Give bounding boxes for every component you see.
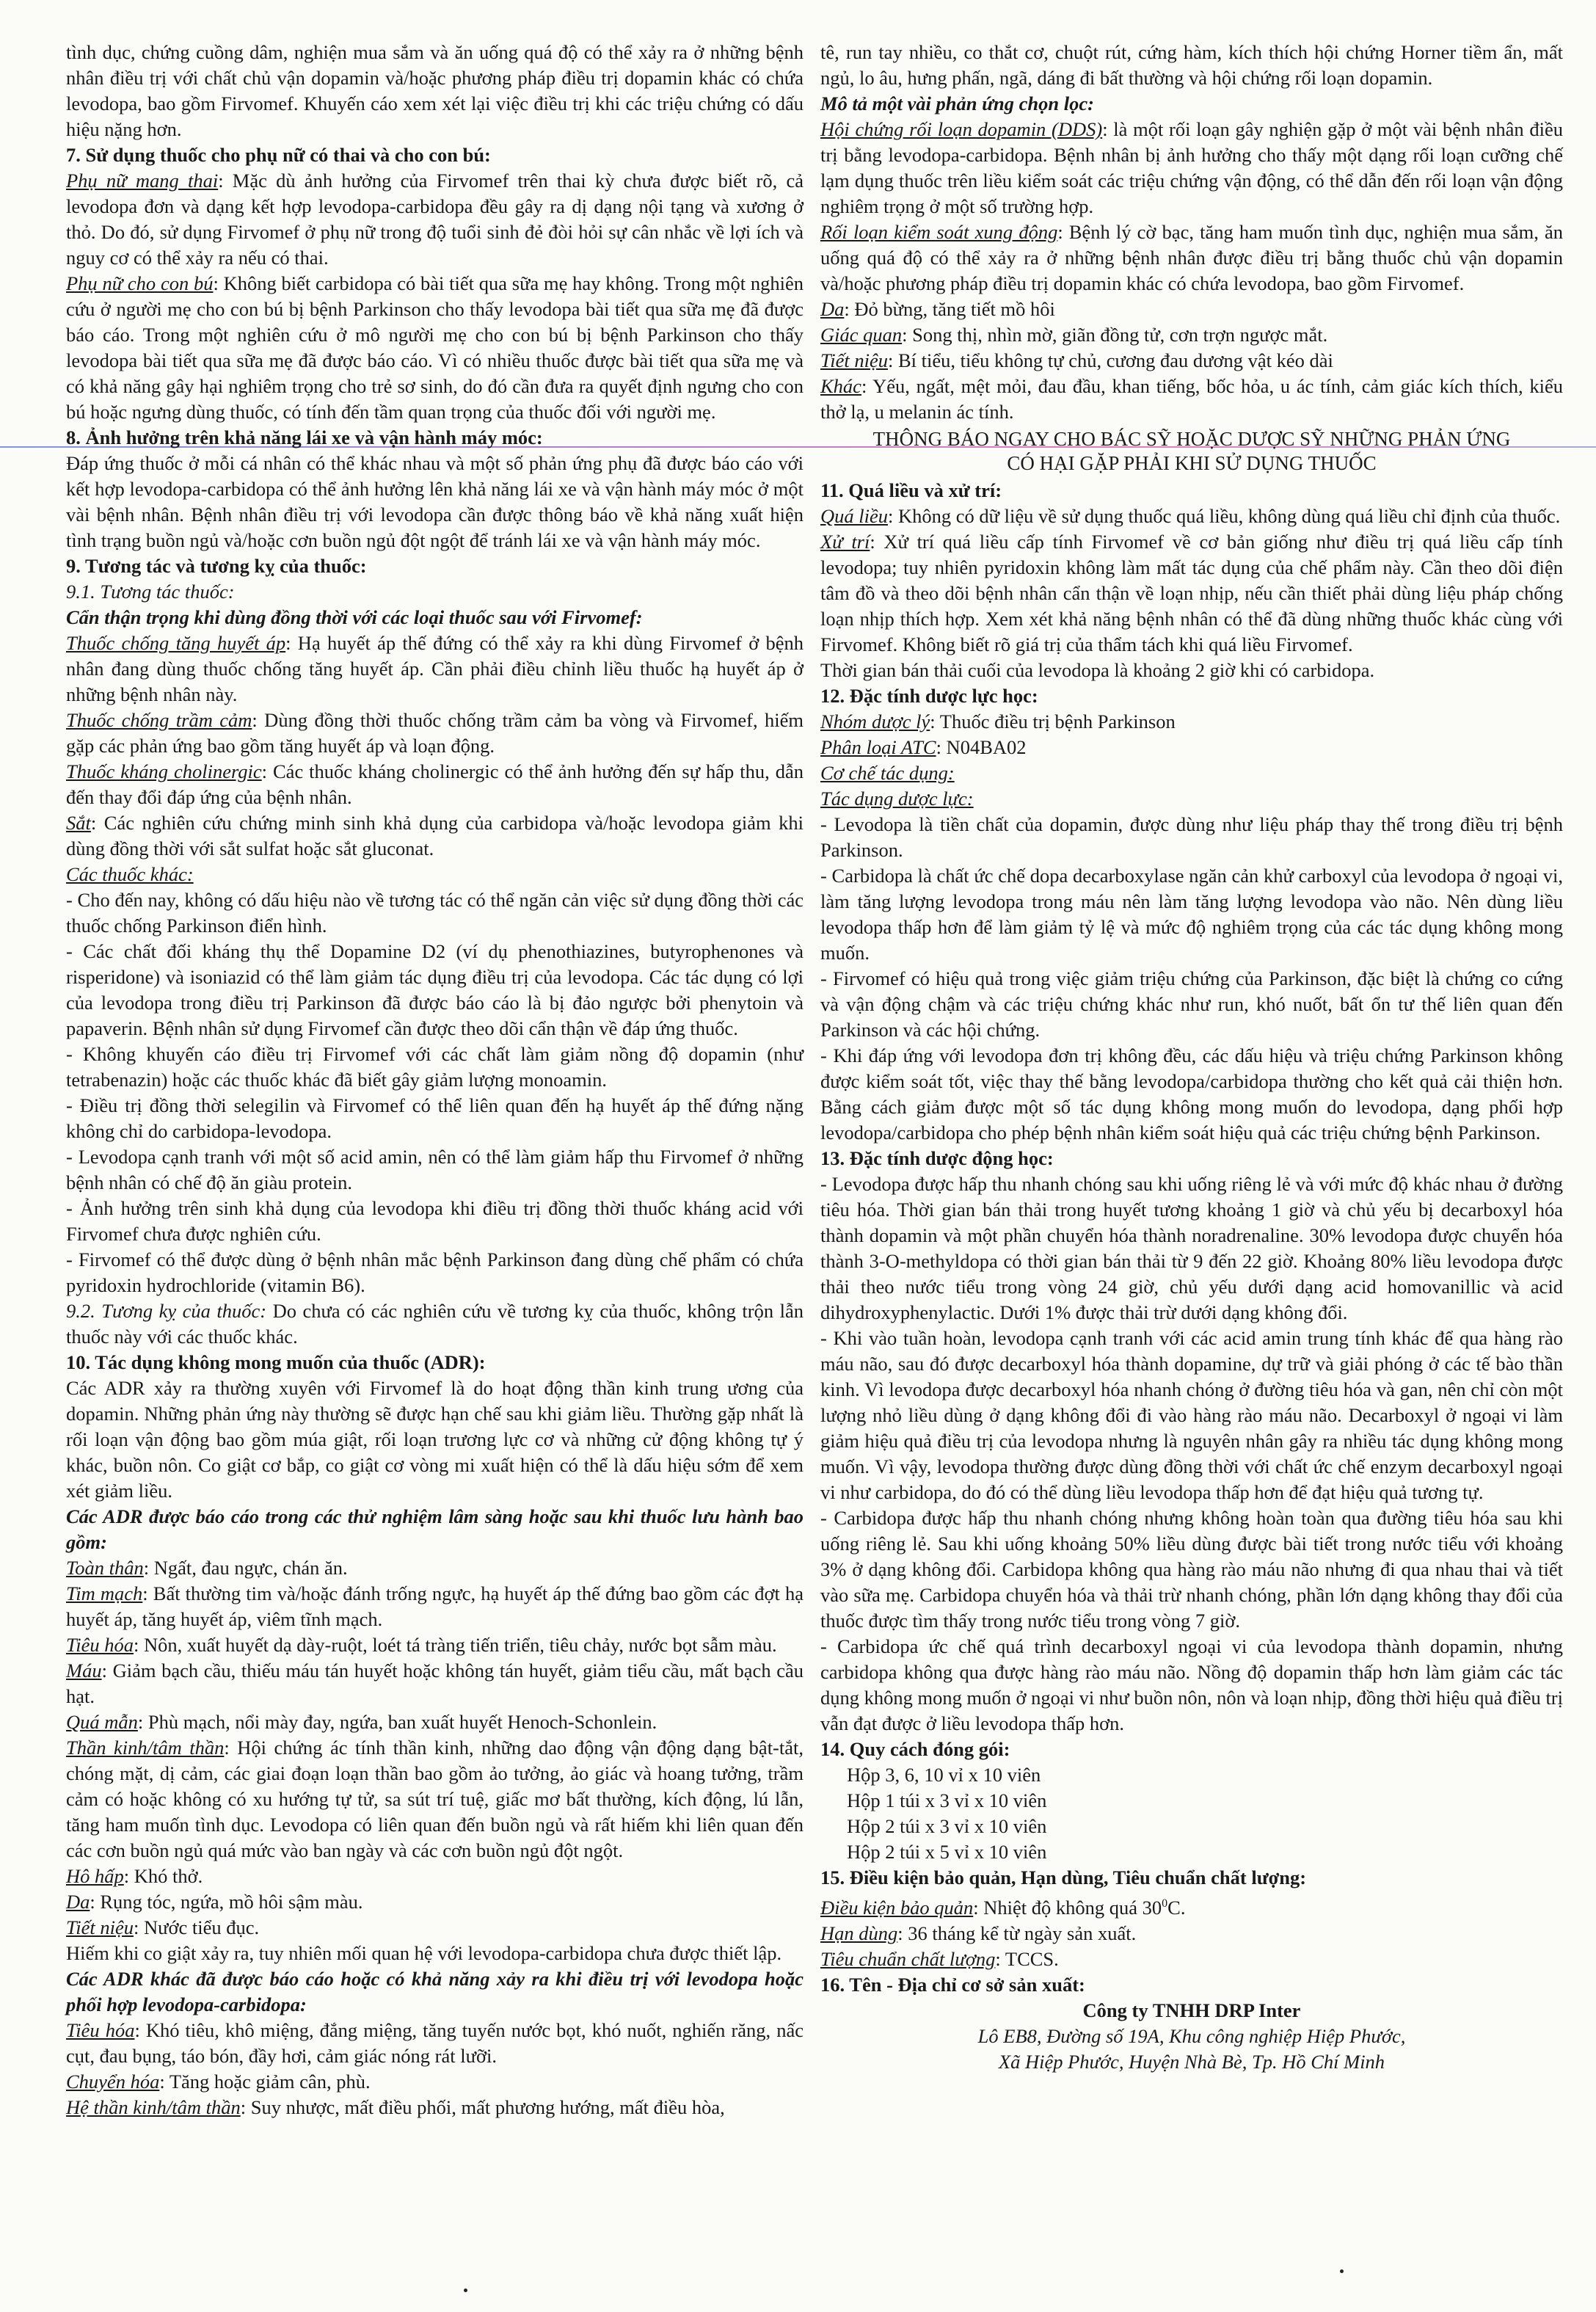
list-item: Hệ thần kinh/tâm thần: Suy nhược, mất điều phối, mất phương hướng, mất điều hòa,	[66, 2096, 725, 2118]
list-item: Tiết niệu: Nước tiểu đục.	[66, 1916, 260, 1938]
right-column	[820, 40, 1563, 2075]
paragraph: Rối loạn kiểm soát xung động: Bệnh lý cờ bạc, tăng ham muốn tình dục, nghiện mua sắm, ăn uống quá độ có thể xảy ra ở những bệnh nhân được điều trị bằng thuốc chủ vận dopamin và/hoặc phương pháp điều trị dopamin khác có chứa levodopa, bao gồm Firvomef.	[820, 221, 1564, 294]
paragraph: Thuốc chống trầm cảm: Dùng đồng thời thuốc chống trầm cảm ba vòng và Firvomef, hiếm gặp các phản ứng bao gồm tăng huyết áp và loạn động.	[66, 709, 804, 757]
company-address: Lô EB8, Đường số 19A, Khu công nghiệp Hiệp Phước,	[977, 2024, 1406, 2047]
pack-item: Hộp 3, 6, 10 vỉ x 10 viên	[847, 1764, 1041, 1786]
list-item: Khác: Yếu, ngất, mệt mỏi, đau đầu, khan tiếng, bốc hỏa, u ác tính, cảm giác kích thích, kiểu thở lạ, u melanin ác tính.	[820, 375, 1563, 423]
list-item: Hạn dùng: 36 tháng kể từ ngày sản xuất.	[820, 1922, 1137, 1944]
lead-text: Cẩn thận trọng khi dùng đồng thời với các loại thuốc sau với Firvomef:	[66, 606, 643, 628]
list-item: - Cho đến nay, không có dấu hiệu nào về tương tác có thể ngăn cản việc sử dụng đồng thời các thuốc chống Parkinson điển hình.	[66, 889, 804, 937]
scan-dot	[464, 2289, 467, 2292]
warning-notice: CÓ HẠI GẶP PHẢI KHI SỬ DỤNG THUỐC	[1007, 452, 1377, 474]
list-item: Nhóm dược lý: Thuốc điều trị bệnh Parkinson	[820, 710, 1176, 733]
list-item: Tiêu chuẩn chất lượng: TCCS.	[820, 1947, 1059, 1970]
left-column	[66, 40, 804, 2120]
list-item: Tim mạch: Bất thường tim và/hoặc đánh trống ngực, hạ huyết áp thế đứng bao gồm các đợt hạ huyết áp, tăng huyết áp, viêm tĩnh mạch.	[66, 1582, 804, 1630]
list-item: - Điều trị đồng thời selegilin và Firvomef có thể liên quan đến hạ huyết áp thế đứng nặng không chỉ do carbidopa-levodopa.	[66, 1094, 804, 1142]
list-item: - Không khuyến cáo điều trị Firvomef với các chất làm giảm nồng độ dopamin (như tetrabenazin) hoặc các thuốc khác đã biết gây giảm lượng monoamin.	[66, 1043, 804, 1091]
section-11-heading: 11. Quá liều và xử trí:	[820, 479, 1002, 501]
section-8-heading: 8. Ảnh hưởng trên khả năng lái xe và vận hành máy móc:	[66, 426, 543, 448]
list-item: Da: Đỏ bừng, tăng tiết mồ hôi	[820, 298, 1055, 320]
lead-text: Các ADR khác đã được báo cáo hoặc có khả năng xảy ra khi điều trị với levodopa hoặc phối hợp levodopa-carbidopa:	[66, 1968, 804, 2015]
section-13-heading: 13. Đặc tính dược động học:	[820, 1147, 1054, 1169]
list-item: Phân loại ATC: N04BA02	[820, 736, 1027, 758]
section-14-heading: 14. Quy cách đóng gói:	[820, 1738, 1010, 1760]
section-10-heading: 10. Tác dụng không mong muốn của thuốc (ADR):	[66, 1351, 486, 1373]
company-name: Công ty TNHH DRP Inter	[1082, 1999, 1301, 2021]
list-item: - Firvomef có hiệu quả trong việc giảm triệu chứng của Parkinson, đặc biệt là chứng co cứng và vận động chậm và các triệu chứng khác như run, khó nuốt, bất ổn tư thế liên quan đến Parkinson và các hội chứng.	[820, 967, 1563, 1041]
section-16-heading: 16. Tên - Địa chỉ cơ sở sản xuất:	[820, 1973, 1085, 1996]
list-item: - Khi vào tuần hoàn, levodopa cạnh tranh với các acid amin trung tính khác để qua hàng rào máu não, sau đó được decarboxyl hóa thành dopamine, dự trữ và giải phóng ở các tế bào thần kinh. Vì levodopa được decarboxyl hóa nhanh chóng ở đường tiêu hóa và gan, nên chỉ còn một lượng nhỏ liều dùng ở dạng không đổi đi vào hàng rào máu não. Decarboxyl ở ngoại vi làm giảm hiệu quả điều trị của levodopa nhưng là nguyên nhân gây ra nhiều tác dụng không mong muốn. Vì vậy, levodopa thường được dùng đồng thời với chất ức chế enzym decarboxyl ngoại vi như carbidopa, do đó có thể dùng liều levodopa thấp hơn để đạt hiệu quả tương tự.	[820, 1327, 1563, 1503]
list-item: Hô hấp: Khó thở.	[66, 1865, 203, 1887]
subsection-heading: 9.1. Tương tác thuốc:	[66, 581, 235, 603]
list-item: - Carbidopa là chất ức chế dopa decarboxylase ngăn cản khử carboxyl của levodopa ở ngoại vi, làm tăng lượng levodopa trong máu nên làm tăng lượng levodopa vào não. Nên dùng liều levodopa thấp hơn để làm giảm tỷ lệ và mức độ nghiêm trọng của các tác dụng không mong muốn.	[820, 865, 1563, 964]
list-item: - Levodopa là tiền chất của dopamin, được dùng như liệu pháp thay thế trong điều trị bệnh Parkinson.	[820, 813, 1563, 861]
warning-notice: THÔNG BÁO NGAY CHO BÁC SỸ HOẶC DƯỢC SỸ NHỮNG PHẢN ỨNG	[872, 428, 1511, 450]
paragraph: Quá liều: Không có dữ liệu về sử dụng thuốc quá liều, không dùng quá liều chỉ định của thuốc.	[820, 505, 1561, 527]
list-item: Điều kiện bảo quản: Nhiệt độ không quá $30^0C$.	[820, 1896, 1186, 1919]
pack-item: Hộp 2 túi x 5 vỉ x 10 viên	[847, 1841, 1047, 1863]
subsection-label: Các thuốc khác:	[66, 863, 194, 885]
paragraph: Phụ nữ mang thai: Mặc dù ảnh hưởng của Firvomef trên thai kỳ chưa được biết rõ, cả levodopa đơn và dạng kết hợp levodopa-carbidopa đều gây ra dị dạng nội tạng và xương ở thỏ. Do đó, sử dụng Firvomef ở phụ nữ trong độ tuổi sinh đẻ đòi hỏi sự cân nhắc về lợi ích và nguy cơ có thể xảy ra nếu có thai.	[66, 170, 804, 269]
list-item: Tiêu hóa: Khó tiêu, khô miệng, đắng miệng, tăng tuyến nước bọt, khó nuốt, nghiến răng, nấc cụt, đau bụng, táo bón, đầy hơi, cảm giác nóng rát lưỡi.	[66, 2019, 804, 2067]
paragraph: Xử trí: Xử trí quá liều cấp tính Firvomef về cơ bản giống như điều trị quá liều cấp tính levodopa; tuy nhiên pyridoxin không làm mất tác dụng của chế phẩm này. Cần theo dõi điện tâm đồ và theo dõi bệnh nhân cẩn thận về loạn nhịp, nếu cần thiết phải dùng liệu pháp chống loạn nhịp thích hợp. Xem xét khả năng bệnh nhân có thể đã dùng những thuốc khác cùng với Firvomef. Không biết rõ giá trị của thẩm tách khi quá liều Firvomef.	[820, 531, 1563, 655]
section-15-heading: 15. Điều kiện bảo quản, Hạn dùng, Tiêu chuẩn chất lượng:	[820, 1866, 1307, 1889]
list-item: Da: Rụng tóc, ngứa, mồ hôi sậm màu.	[66, 1891, 363, 1913]
subsection-label: Cơ chế tác dụng:	[820, 762, 955, 784]
list-item: - Ảnh hưởng trên sinh khả dụng của levodopa khi điều trị đồng thời thuốc kháng acid với Firvomef chưa được nghiên cứu.	[66, 1197, 804, 1245]
list-item: Chuyển hóa: Tăng hoặc giảm cân, phù.	[66, 2071, 371, 2093]
list-item: Tiết niệu: Bí tiểu, tiểu không tự chủ, cương đau dương vật kéo dài	[820, 349, 1333, 371]
paragraph: Phụ nữ cho con bú: Không biết carbidopa có bài tiết qua sữa mẹ hay không. Trong một nghiên cứu ở người mẹ cho con bú bị bệnh Parkinson cho thấy levodopa bài tiết qua sữa mẹ đã được báo cáo. Trong một nghiên cứu ở mô người mẹ cho con bú bị bệnh Parkinson cho thấy levodopa bài tiết qua sữa mẹ đã được báo cáo. Vì có nhiều thuốc được bài tiết qua sữa mẹ và có khả năng gây hại nghiêm trọng cho trẻ sơ sinh, do đó cần đưa ra quyết định ngưng cho con bú hoặc ngưng dùng thuốc, có tính đến tầm quan trọng của thuốc đối với người mẹ.	[66, 272, 804, 423]
list-item: Giác quan: Song thị, nhìn mờ, giãn đồng tử, cơn trợn ngược mắt.	[820, 324, 1328, 346]
subsection-label: Tác dụng dược lực:	[820, 788, 974, 810]
list-item: Toàn thân: Ngất, đau ngực, chán ăn.	[66, 1557, 348, 1579]
paragraph: Thời gian bán thải cuối của levodopa là khoảng 2 giờ khi có carbidopa.	[820, 659, 1375, 681]
company-address: Xã Hiệp Phước, Huyện Nhà Bè, Tp. Hồ Chí Minh	[998, 2050, 1385, 2073]
list-item: - Levodopa được hấp thu nhanh chóng sau khi uống riêng lẻ và với mức độ khác nhau ở đường tiêu hóa. Thời gian bán thải trong huyết tương khoảng 1 giờ và chủ yếu bị decarboxyl hóa thành dopamin và một phần chuyển hóa thành noradrenaline. 30% levodopa được chuyển hóa thành 3-O-methyldopa có thời gian bán thải từ 9 đến 22 giờ. Khoảng 80% liều levodopa được thải theo nước tiểu trong vòng 24 giờ, chủ yếu dưới dạng acid homovanillic và acid dihydroxyphenylactic. Dưới 1% được thải trừ dưới dạng không đổi.	[820, 1173, 1563, 1323]
section-9-heading: 9. Tương tác và tương kỵ của thuốc:	[66, 555, 367, 577]
paragraph: Các ADR xảy ra thường xuyên với Firvomef là do hoạt động thần kinh trung ương của dopamin. Những phản ứng này thường sẽ được hạn chế sau khi giảm liều. Thường gặp nhất là rối loạn vận động bao gồm múa giật, rối loạn trương lực cơ và những cử động không tự ý khác, buồn nôn. Co giật cơ bắp, co giật cơ vòng mi xuất hiện có thể là dấu hiệu sớm để xem xét giảm liều.	[66, 1377, 804, 1502]
paragraph: Đáp ứng thuốc ở mỗi cá nhân có thể khác nhau và một số phản ứng phụ đã được báo cáo với kết hợp levodopa-carbidopa có thể ảnh hưởng lên khả năng lái xe và vận hành máy móc ở một vài bệnh nhân. Bệnh nhân điều trị với levodopa cần được thông báo về khả năng xuất hiện tình trạng buồn ngủ và/hoặc cơn buồn ngủ đột ngột để tránh lái xe và vận hành máy móc.	[66, 452, 804, 551]
pack-item: Hộp 1 túi x 3 vỉ x 10 viên	[847, 1789, 1047, 1811]
scan-dot	[1340, 2269, 1344, 2273]
list-item: - Levodopa cạnh tranh với một số acid amin, nên có thể làm giảm hấp thu Firvomef ở những bệnh nhân có chế độ ăn giàu protein.	[66, 1146, 804, 1193]
list-item: Máu: Giảm bạch cầu, thiếu máu tán huyết hoặc không tán huyết, giảm tiểu cầu, mất bạch cầu hạt.	[66, 1660, 804, 1707]
list-item: Thần kinh/tâm thần: Hội chứng ác tính thần kinh, những dao động vận động dạng bật-tắt, chóng mặt, dị cảm, các giai đoạn loạn thần bao gồm ảo tưởng, ảo giác và hoang tưởng, trầm cảm có hoặc không có xu hướng tự tử, sa sút trí tuệ, giấc mơ bất thường, kích động, lú lẫn, tăng ham muốn tình dục. Levodopa có liên quan đến buồn ngủ và rất hiếm khi liên quan đến các cơn buồn ngủ quá mức vào ban ngày và các cơn buồn ngủ đột ngột.	[66, 1737, 804, 1861]
paragraph: Hội chứng rối loạn dopamin (DDS): là một rối loạn gây nghiện gặp ở một vài bệnh nhân điều trị bằng levodopa-carbidopa. Bệnh nhân bị ảnh hưởng cho thấy một dạng rối loạn cưỡng chế lạm dụng thuốc trên liều kiểm soát các triệu chứng vận động, có thể dẫn đến rối loạn vận động nghiêm trọng ở một số trường hợp.	[820, 118, 1563, 217]
lead-text: Các ADR được báo cáo trong các thử nghiệm lâm sàng hoặc sau khi thuốc lưu hành bao gồm:	[66, 1505, 804, 1553]
paragraph: Thuốc chống tăng huyết áp: Hạ huyết áp thế đứng có thể xảy ra khi dùng Firvomef ở bệnh nhân đang dùng thuốc chống tăng huyết áp. Cần phải điều chỉnh liều thuốc hạ huyết áp ở những bệnh nhân này.	[66, 632, 804, 705]
paragraph: Sắt: Các nghiên cứu chứng minh sinh khả dụng của carbidopa và/hoặc levodopa giảm khi dùng đồng thời với sắt sulfat hoặc sắt gluconat.	[66, 812, 804, 859]
paragraph: Thuốc kháng cholinergic: Các thuốc kháng cholinergic có thể ảnh hưởng đến sự hấp thu, dẫn đến thay đổi đáp ứng của bệnh nhân.	[66, 760, 804, 808]
list-item: - Khi đáp ứng với levodopa đơn trị không đều, các dấu hiệu và triệu chứng Parkinson không được kiểm soát tốt, việc thay thế bằng levodopa/carbidopa thường cho kết quả cải thiện hơn. Bằng cách giảm được một số tác dụng không mong muốn do levodopa, dạng phối hợp levodopa/carbidopa cho phép bệnh nhân kiểm soát hiệu quả các triệu chứng bệnh Parkinson.	[820, 1044, 1563, 1144]
section-7-heading: 7. Sử dụng thuốc cho phụ nữ có thai và cho con bú:	[66, 144, 491, 166]
list-item: - Carbidopa được hấp thu nhanh chóng nhưng không hoàn toàn qua đường tiêu hóa sau khi uống riêng lẻ. Sau khi uống khoảng 50% liều dùng được bài tiết trong nước tiểu với khoảng 3% ở dạng không đổi. Carbidopa không qua hàng rào máu não nhưng đi qua nhau thai và tiết vào sữa mẹ. Carbidopa chuyển hóa và thải trừ nhanh chóng, phần lớn dạng không thay đổi của thuốc được tìm thấy trong nước tiểu trong vòng 7 giờ.	[820, 1507, 1563, 1632]
list-item: Quá mẫn: Phù mạch, nổi mày đay, ngứa, ban xuất huyết Henoch-Schonlein.	[66, 1711, 657, 1733]
list-item: - Carbidopa ức chế quá trình decarboxyl ngoại vi của levodopa thành dopamin, nhưng carbidopa không qua được hàng rào máu não. Nồng độ dopamin thấp hơn làm giảm các tác dụng không mong muốn ở ngoại vi như buồn nôn, nôn và loạn nhịp, đồng thời hiệu quả điều trị vẫn đạt được ở liều levodopa thấp hơn.	[820, 1635, 1563, 1734]
list-item: - Các chất đối kháng thụ thể Dopamine D2 (ví dụ phenothiazines, butyrophenones và risperidone) và isoniazid có thể làm giảm tác dụng điều trị của levodopa. Các tác dụng có lợi của levodopa trong điều trị Parkinson đã được báo cáo là bị đảo ngược bởi phenytoin và papaverin. Bệnh nhân sử dụng Firvomef cần được theo dõi cẩn thận về đáp ứng thuốc.	[66, 940, 804, 1039]
list-item: - Firvomef có thể được dùng ở bệnh nhân mắc bệnh Parkinson đang dùng chế phẩm có chứa pyridoxin hydrochloride (vitamin B6).	[66, 1248, 804, 1296]
section-12-heading: 12. Đặc tính dược lực học:	[820, 685, 1038, 707]
paragraph: tê, run tay nhiều, co thắt cơ, chuột rút, cứng hàm, kích thích hội chứng Horner tiềm ẩn, mất ngủ, lo âu, hưng phấn, ngã, dáng đi bất thường và hội chứng rối loạn dopamin.	[820, 41, 1563, 89]
paragraph: 9.2. Tương kỵ của thuốc: Do chưa có các nghiên cứu về tương kỵ của thuốc, không trộn lẫn thuốc này với các thuốc khác.	[66, 1300, 804, 1348]
paragraph: tình dục, chứng cuồng dâm, nghiện mua sắm và ăn uống quá độ có thể xảy ra ở những bệnh nhân điều trị với chất chủ vận dopamin và/hoặc phương pháp điều trị dopamin khác có chứa levodopa, bao gồm Firvomef. Khuyến cáo xem xét lại việc điều trị khi các triệu chứng có dấu hiệu nặng hơn.	[66, 41, 804, 140]
list-item: Tiêu hóa: Nôn, xuất huyết dạ dày-ruột, loét tá tràng tiến triển, tiêu chảy, nước bọt sẫm màu.	[66, 1634, 777, 1656]
pack-item: Hộp 2 túi x 3 vỉ x 10 viên	[847, 1815, 1047, 1837]
paragraph: Hiếm khi co giật xảy ra, tuy nhiên mối quan hệ với levodopa-carbidopa chưa được thiết lập.	[66, 1942, 782, 1964]
lead-text: Mô tả một vài phản ứng chọn lọc:	[820, 92, 1094, 114]
